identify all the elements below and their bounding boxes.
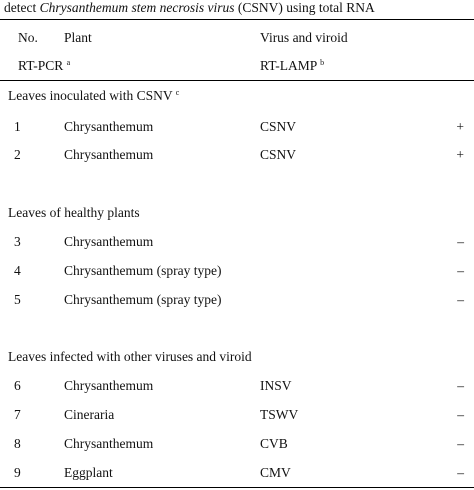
rtpcr-label: RT-PCR: [18, 58, 64, 73]
row-virus: CSNV: [260, 147, 297, 162]
row-plant: Chrysanthemum (spray type): [64, 263, 222, 278]
section-label: Leaves infected with other viruses and viroid: [8, 349, 252, 364]
row-plant: Chrysanthemum: [64, 378, 154, 393]
row-result: –: [457, 292, 464, 307]
top-rule: [0, 19, 474, 20]
row-plant: Cineraria: [64, 407, 115, 422]
column-header-rtlamp: [260, 58, 324, 74]
row-result: –: [457, 234, 464, 249]
column-header-plant: Plant: [64, 30, 92, 45]
row-result: –: [457, 436, 464, 451]
row-plant: Chrysanthemum (spray type): [64, 292, 222, 307]
row-virus: TSWV: [260, 407, 299, 422]
bottom-rule: [0, 487, 474, 488]
row-number: 6: [14, 378, 21, 393]
row-number: 7: [14, 407, 21, 422]
row-result: +: [456, 147, 464, 162]
row-number: 1: [14, 119, 21, 134]
table-caption: [4, 0, 375, 16]
row-plant: Chrysanthemum: [64, 147, 154, 162]
row-number: 8: [14, 436, 21, 451]
caption-suffix: (CSNV) using total RNA: [234, 0, 375, 15]
row-result: +: [456, 119, 464, 134]
caption-virus-name: Chrysanthemum stem necrosis virus: [39, 0, 235, 15]
row-plant: Chrysanthemum: [64, 234, 154, 249]
section-label: Leaves inoculated with CSNV $^c$: [8, 88, 180, 103]
row-result: –: [457, 378, 464, 393]
row-number: 4: [14, 263, 21, 278]
column-header-no: No.: [18, 30, 38, 45]
row-virus: CSNV: [260, 119, 297, 134]
row-virus: INSV: [260, 378, 292, 393]
row-virus: CMV: [260, 465, 291, 480]
section-label: Leaves of healthy plants: [8, 205, 140, 220]
row-number: 5: [14, 292, 21, 307]
row-number: 9: [14, 465, 21, 480]
row-result: –: [457, 263, 464, 278]
row-virus: CVB: [260, 436, 288, 451]
rtlamp-footnote: b: [320, 58, 325, 67]
column-header-rtpcr: [18, 58, 70, 74]
column-header-virus: Virus and viroid: [260, 30, 348, 45]
section-footnote: c: [175, 88, 180, 97]
row-result: –: [457, 465, 464, 480]
caption-prefix: detect: [4, 0, 40, 15]
row-plant: Chrysanthemum: [64, 119, 154, 134]
row-number: 2: [14, 147, 21, 162]
row-plant: Eggplant: [64, 465, 113, 480]
row-result: –: [457, 407, 464, 422]
row-plant: Chrysanthemum: [64, 436, 154, 451]
row-number: 3: [14, 234, 21, 249]
rtlamp-label: RT-LAMP: [260, 58, 317, 73]
header-rule: [0, 80, 474, 81]
rtpcr-footnote: a: [66, 58, 71, 67]
